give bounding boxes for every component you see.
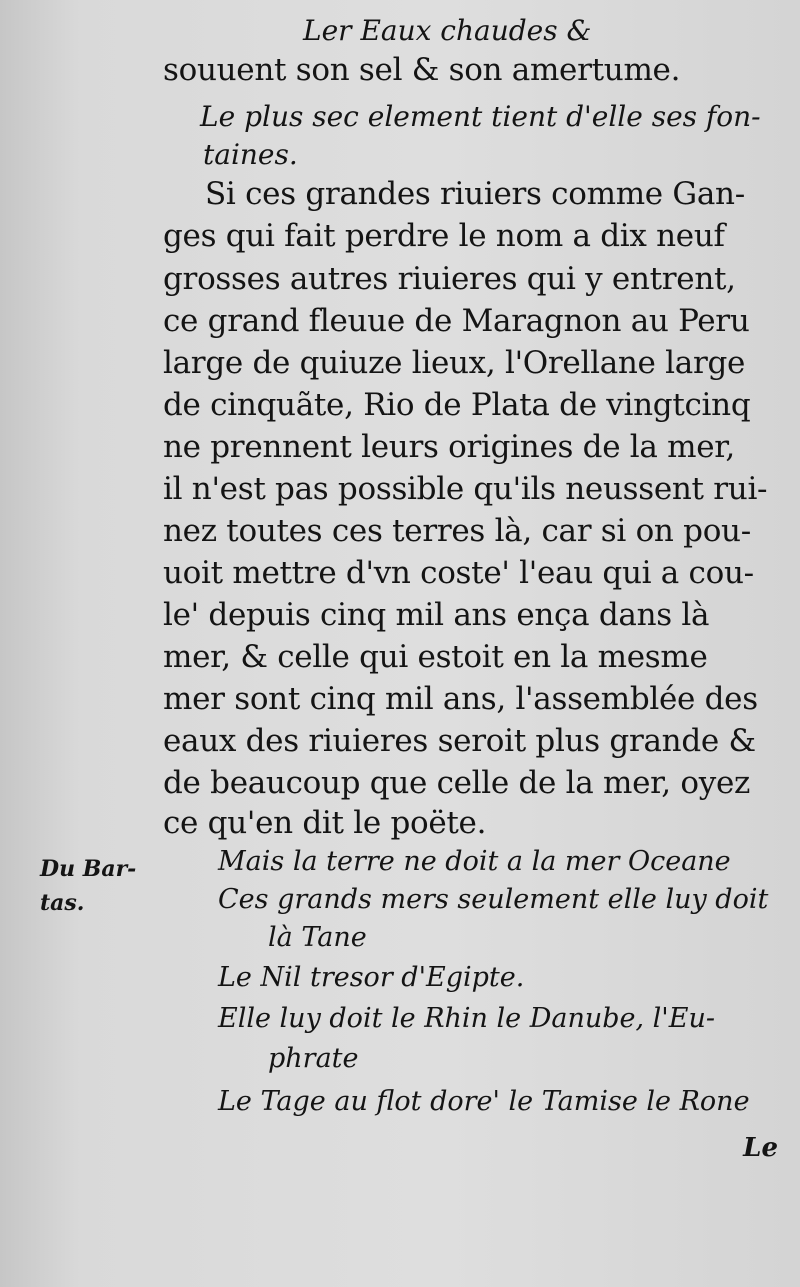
paragraph-line: mer, & celle qui estoit en la mesme [163,639,708,675]
paragraph-line: large de quiuze lieux, l'Orellane large [163,345,746,381]
paragraph-line: grosses autres riuieres qui y entrent, [163,261,736,297]
paragraph-line: ce qu'en dit le poëte. [163,805,487,841]
opening-line: souuent son sel & son amertume. [163,52,681,88]
paragraph-line: de cinquãte, Rio de Plata de vingtcinq [163,387,751,423]
verse-line: là Tane [268,922,367,953]
verse-line: Le Nil tresor d'Egipte. [218,962,525,993]
paragraph-line: Si ces grandes riuiers comme Gan- [205,176,745,212]
margin-note-line: tas. [40,890,85,916]
paragraph-line: mer sont cinq mil ans, l'assemblée des [163,681,758,717]
paragraph-line: ce grand fleuue de Maragnon au Peru [163,303,750,339]
paragraph-line: le' depuis cinq mil ans ença dans là [163,597,710,633]
catchword: Le [743,1133,778,1163]
verse-line: Mais la terre ne doit a la mer Oceane [218,846,731,877]
verse-line: Le Tage au flot dore' le Tamise le Rone [218,1086,750,1117]
paragraph-line: il n'est pas possible qu'ils neussent rui- [163,471,768,507]
italic-quote-line: taines. [203,138,298,171]
italic-quote-line: Le plus sec element tient d'elle ses fon- [200,100,761,133]
verse-line: Elle luy doit le Rhin le Danube, l'Eu- [218,1003,715,1034]
verse-line: phrate [268,1043,359,1074]
margin-note-line: Du Bar- [40,856,137,882]
verse-line: Ces grands mers seulement elle luy doit [218,884,769,915]
paragraph-line: de beaucoup que celle de la mer, oyez [163,765,751,801]
paragraph-line: ges qui fait perdre le nom a dix neuf [163,218,725,254]
paragraph-line: uoit mettre d'vn coste' l'eau qui a cou- [163,555,754,591]
paragraph-line: nez toutes ces terres là, car si on pou- [163,513,751,549]
paragraph-line: eaux des riuieres seroit plus grande & [163,723,756,759]
running-head: Ler Eaux chaudes & [303,14,592,47]
paragraph-line: ne prennent leurs origines de la mer, [163,429,735,465]
